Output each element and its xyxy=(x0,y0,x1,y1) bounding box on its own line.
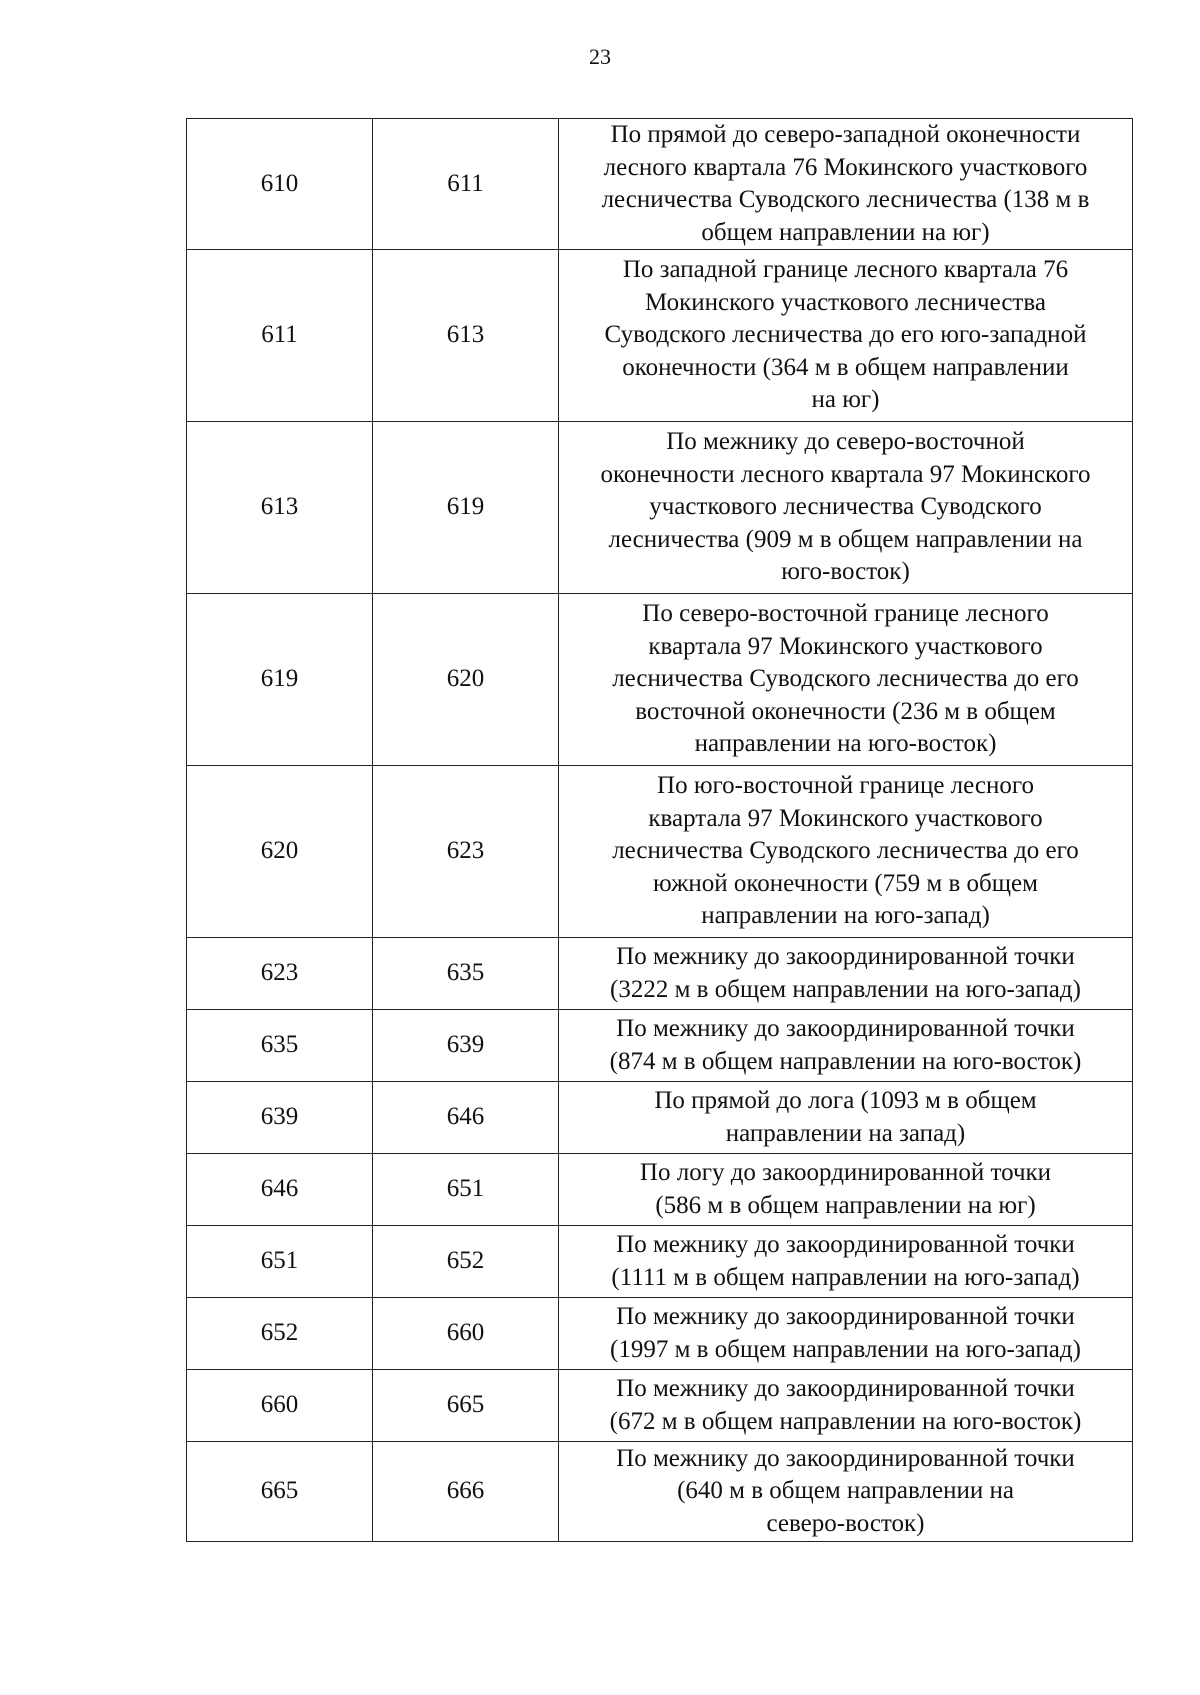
table-row xyxy=(187,119,1133,250)
to-point-cell: 646 xyxy=(373,1082,559,1154)
boundary-description-table xyxy=(186,118,1133,1542)
description-line: По межнику до закоординированной точки xyxy=(616,1303,1075,1330)
description-line: (586 м в общем направлении на юг) xyxy=(655,1191,1036,1219)
description-line: Мокинского участкового лесничества xyxy=(645,288,1046,316)
description-line: По межнику до закоординированной точки xyxy=(616,943,1075,970)
description-line: (640 м в общем направлении на xyxy=(677,1477,1014,1505)
description-cell xyxy=(559,938,1133,1010)
description-cell xyxy=(559,594,1133,766)
to-point-cell: 611 xyxy=(373,119,559,250)
from-point-cell: 646 xyxy=(187,1154,373,1226)
from-point-cell: 619 xyxy=(187,594,373,766)
description-line: По межнику до закоординированной точки xyxy=(616,1375,1075,1402)
description-line: По северо-восточной границе лесного xyxy=(642,600,1049,628)
description-cell xyxy=(559,1298,1133,1370)
from-point-cell: 620 xyxy=(187,766,373,938)
description-line: участкового лесничества Суводского xyxy=(649,493,1042,521)
description-line: лесничества Суводского лесничества до его xyxy=(612,837,1079,865)
description-line: на юг) xyxy=(811,386,880,414)
description-line: квартала 97 Мокинского участкового xyxy=(648,632,1043,660)
description-line: По западной границе лесного квартала 76 xyxy=(622,256,1069,284)
to-point-cell: 613 xyxy=(373,250,559,422)
table-row xyxy=(187,422,1133,594)
from-point-cell: 660 xyxy=(187,1370,373,1442)
description-line: юго-восток) xyxy=(781,558,910,586)
table-row xyxy=(187,1082,1133,1154)
description-line: направлении на юго-запад) xyxy=(701,902,990,930)
description-line: (1997 м в общем направлении на юго-запад) xyxy=(610,1335,1081,1363)
from-point-cell: 613 xyxy=(187,422,373,594)
from-point-cell: 635 xyxy=(187,1010,373,1082)
description-cell xyxy=(559,1082,1133,1154)
description-line: (874 м в общем направлении на юго-восток) xyxy=(609,1047,1082,1075)
description-line: По прямой до лога (1093 м в общем xyxy=(654,1087,1037,1114)
to-point-cell: 666 xyxy=(373,1442,559,1542)
to-point-cell: 660 xyxy=(373,1298,559,1370)
description-line: (1111 м в общем направлении на юго-запад) xyxy=(611,1263,1080,1291)
to-point-cell: 620 xyxy=(373,594,559,766)
description-cell xyxy=(559,422,1133,594)
description-cell xyxy=(559,1226,1133,1298)
description-line: По юго-восточной границе лесного xyxy=(657,772,1034,800)
description-line: (3222 м в общем направлении на юго-запад) xyxy=(610,975,1081,1003)
description-line: южной оконечности (759 м в общем xyxy=(653,869,1038,897)
from-point-cell: 665 xyxy=(187,1442,373,1542)
table-row xyxy=(187,1154,1133,1226)
description-line: По межнику до закоординированной точки xyxy=(616,1444,1075,1472)
from-point-cell: 623 xyxy=(187,938,373,1010)
description-line: Суводского лесничества до его юго-западной xyxy=(604,321,1087,349)
description-line: По межнику до северо-восточной xyxy=(666,428,1025,456)
table-row xyxy=(187,1226,1133,1298)
from-point-cell: 651 xyxy=(187,1226,373,1298)
to-point-cell: 619 xyxy=(373,422,559,594)
table-row xyxy=(187,766,1133,938)
description-line: По межнику до закоординированной точки xyxy=(616,1231,1075,1258)
from-point-cell: 652 xyxy=(187,1298,373,1370)
table-row xyxy=(187,938,1133,1010)
description-line: направлении на запад) xyxy=(725,1119,966,1147)
description-line: По прямой до северо-западной оконечности xyxy=(610,121,1081,148)
description-line: лесничества Суводского лесничества до его xyxy=(612,665,1079,693)
description-line: лесничества Суводского лесничества (138 м в xyxy=(601,186,1090,213)
page-number: 23 xyxy=(589,44,611,69)
description-line: оконечности (364 м в общем направлении xyxy=(622,353,1069,381)
description-line: направлении на юго-восток) xyxy=(694,730,997,758)
description-line: восточной оконечности (236 м в общем xyxy=(635,697,1056,725)
description-line: квартала 97 Мокинского участкового xyxy=(648,804,1043,832)
table-row xyxy=(187,594,1133,766)
description-line: общем направлении на юг) xyxy=(701,218,990,246)
description-line: северо-восток) xyxy=(766,1509,925,1537)
from-point-cell: 639 xyxy=(187,1082,373,1154)
table-row xyxy=(187,1370,1133,1442)
to-point-cell: 652 xyxy=(373,1226,559,1298)
table-body xyxy=(187,119,1133,1542)
description-line: лесничества (909 м в общем направлении на xyxy=(608,525,1083,553)
to-point-cell: 651 xyxy=(373,1154,559,1226)
to-point-cell: 623 xyxy=(373,766,559,938)
description-line: По логу до закоординированной точки xyxy=(639,1159,1052,1186)
description-cell xyxy=(559,766,1133,938)
description-cell xyxy=(559,1010,1133,1082)
to-point-cell: 639 xyxy=(373,1010,559,1082)
from-point-cell: 610 xyxy=(187,119,373,250)
description-line: оконечности лесного квартала 97 Мокинского xyxy=(600,460,1091,488)
description-line: По межнику до закоординированной точки xyxy=(616,1015,1075,1042)
table-row xyxy=(187,250,1133,422)
description-line: (672 м в общем направлении на юго-восток) xyxy=(609,1407,1082,1435)
description-cell xyxy=(559,1370,1133,1442)
description-cell xyxy=(559,250,1133,422)
description-cell xyxy=(559,1442,1133,1542)
from-point-cell: 611 xyxy=(187,250,373,422)
to-point-cell: 635 xyxy=(373,938,559,1010)
to-point-cell: 665 xyxy=(373,1370,559,1442)
description-cell xyxy=(559,1154,1133,1226)
table-row xyxy=(187,1298,1133,1370)
table-row xyxy=(187,1442,1133,1542)
table-row xyxy=(187,1010,1133,1082)
description-cell xyxy=(559,119,1133,250)
description-line: лесного квартала 76 Мокинского участкового xyxy=(603,153,1088,181)
